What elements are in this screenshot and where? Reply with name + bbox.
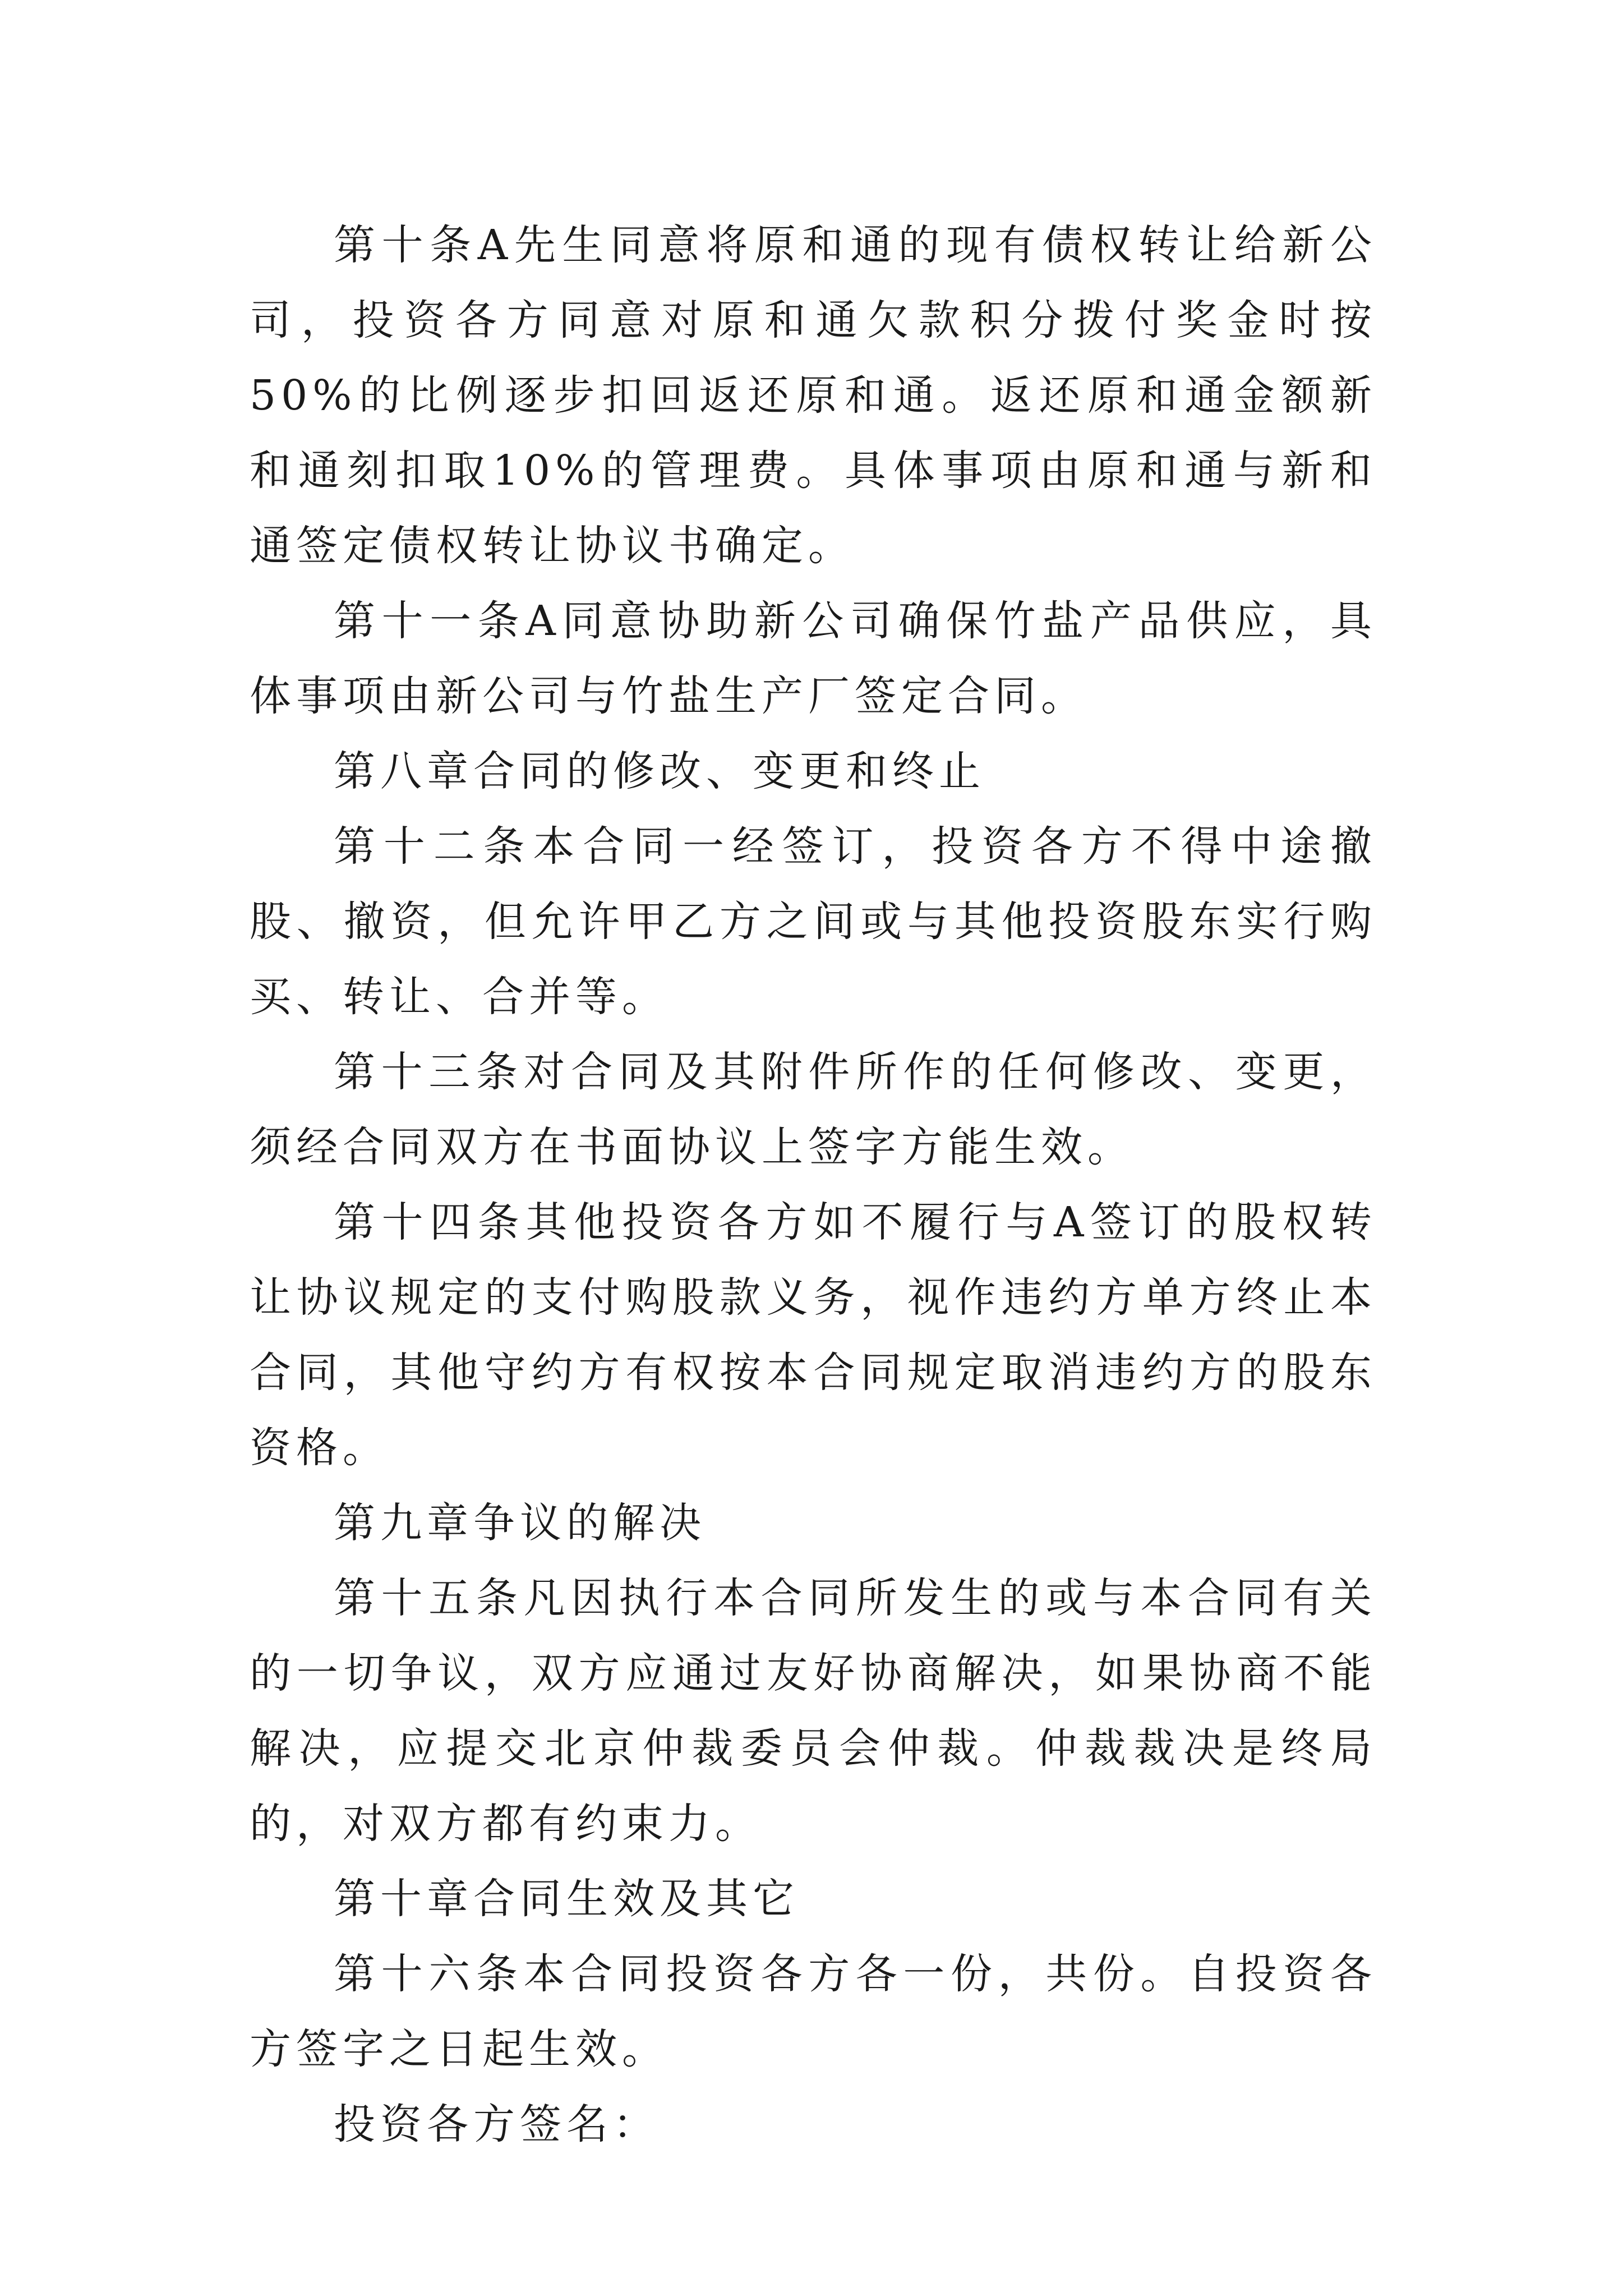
document-body [250, 208, 1377, 2162]
clause-12: 第十二条本合同一经签订，投资各方不得中途撤股、撤资，但允许甲乙方之间或与其他投资股东实行购买、转让、合并等。 [250, 822, 1377, 1021]
clause-13: 第十三条对合同及其附件所作的任何修改、变更，须经合同双方在书面协议上签字方能生效。 [250, 1048, 1377, 1171]
signature-line: 投资各方签名： [334, 2100, 660, 2148]
clause-16: 第十六条本合同投资各方各一份，共份。自投资各方签字之日起生效。 [250, 1950, 1377, 2073]
clause-14: 第十四条其他投资各方如不履行与A签订的股权转让协议规定的支付购股款义务，视作违约方单方终止本合同，其他守约方有权按本合同规定取消违约方的股东资格。 [250, 1198, 1377, 1472]
chapter-8-heading: 第八章合同的修改、变更和终止 [334, 747, 985, 795]
clause-11: 第十一条A同意协助新公司确保竹盐产品供应，具体事项由新公司与竹盐生产厂签定合同。 [250, 597, 1377, 720]
chapter-10-heading: 第十章合同生效及其它 [334, 1875, 799, 1923]
clause-10: 第十条A先生同意将原和通的现有债权转让给新公司，投资各方同意对原和通欠款积分拨付奖金时按50%的比例逐步扣回返还原和通。返还原和通金额新和通刻扣取10%的管理费。具体事项由原和通与新和通签定债权转让协议书确定。 [250, 221, 1377, 570]
chapter-9-heading: 第九章争议的解决 [334, 1499, 706, 1547]
clause-15: 第十五条凡因执行本合同所发生的或与本合同有关的一切争议，双方应通过友好协商解决，如果协商不能解决，应提交北京仲裁委员会仲裁。仲裁裁决是终局的，对双方都有约束力。 [250, 1574, 1377, 1848]
